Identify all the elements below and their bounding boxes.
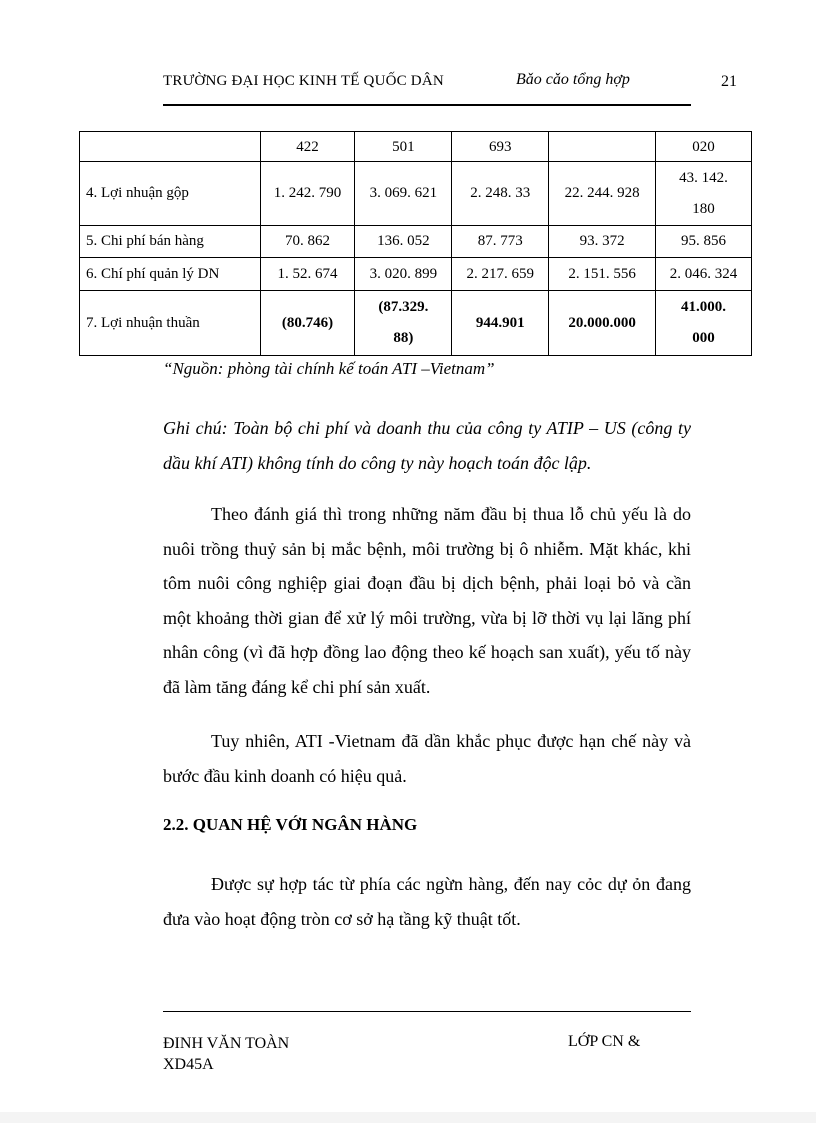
table-cell: 1. 52. 674: [260, 258, 355, 291]
paragraph: Tuy nhiên, ATI -Vietnam đã dần khắc phục được hạn chế này và bước đầu kinh doanh có hiệu quả.: [163, 731, 691, 786]
table-cell: 2. 248. 33: [452, 162, 549, 226]
footer-author: [163, 1033, 289, 1075]
row-label-admin-expense: 6. Chí phí quản lý DN: [80, 258, 261, 291]
table-cell: 1. 242. 790: [260, 162, 355, 226]
table-note: Ghi chú: Toàn bộ chi phí và doanh thu của công ty ATIP – US (công ty dầu khí ATI) không tính do công ty này hoạch toán độc lập.: [163, 418, 691, 473]
table-cell: 020: [656, 132, 752, 162]
cell-line: (87.329.: [378, 299, 429, 315]
paragraph: Theo đánh giá thì trong những năm đầu bị thua lỗ chủ yếu là do nuôi trồng thuỷ sản bị mắc bệnh, môi trường bị ô nhiễm. Mặt khác, khi tôm nuôi công nghiệp giai đoạn đầu bị dịch bệnh, phải loại bỏ và cần một khoảng thời gian để xử lý môi trường, vừa bị lỡ thời vụ lại lãng phí nhân công (vì đã hợp đồng lao động theo kế hoạch san xuất), yếu tố này đã làm tăng đáng kể chi phí sản xuất.: [163, 504, 691, 697]
header-university: TRƯỜNG ĐẠI HỌC KINH TẾ QUỐC DÂN: [163, 73, 444, 89]
table-cell: 693: [452, 132, 549, 162]
paragraph: Được sự hợp tác từ phía các ngừn hàng, đến nay cỏc dự ỏn đang đưa vào hoạt động tròn cơ sở hạ tầng kỹ thuật tốt.: [163, 874, 691, 929]
table-cell: 3. 020. 899: [355, 258, 452, 291]
table-cell: [656, 162, 752, 226]
table-cell: 87. 773: [452, 226, 549, 258]
table-row: [80, 291, 752, 356]
table-cell: 3. 069. 621: [355, 162, 452, 226]
footer-class: LỚP CN &: [568, 1033, 641, 1050]
table-cell: [80, 132, 261, 162]
cell-line: 000: [692, 330, 715, 346]
table-cell: 2. 217. 659: [452, 258, 549, 291]
row-label-selling-expense: 5. Chi phí bán hàng: [80, 226, 261, 258]
cell-line: 43. 142.: [679, 169, 728, 186]
table-cell: [656, 291, 752, 356]
table-cell: [355, 291, 452, 356]
cell-line: 88): [393, 330, 414, 346]
financial-table: [79, 131, 752, 356]
footer-author-class-code: XD45A: [163, 1056, 214, 1073]
table-row: [80, 226, 752, 258]
footer-author-name: ĐINH VĂN TOÀN: [163, 1035, 290, 1052]
table-cell: 95. 856: [656, 226, 752, 258]
table-cell: 70. 862: [260, 226, 355, 258]
table-row: [80, 258, 752, 291]
row-label-gross-profit: 4. Lợi nhuận gộp: [80, 162, 261, 226]
table-cell: 422: [260, 132, 355, 162]
table-cell: [549, 132, 656, 162]
table-row: [80, 132, 752, 162]
cell-line: 41.000.: [681, 299, 727, 315]
table-cell: 2. 046. 324: [656, 258, 752, 291]
table-cell: 2. 151. 556: [549, 258, 656, 291]
header-report-title: Bǎo cǎo tổng hợp: [516, 71, 630, 88]
row-label-net-profit: 7. Lợi nhuận thuần: [80, 291, 261, 356]
table-cell: (80.746): [260, 291, 355, 356]
page-header: [163, 70, 691, 106]
section-heading: 2.2. QUAN HỆ VỚI NGÂN HÀNG: [163, 815, 418, 834]
table-cell: 136. 052: [355, 226, 452, 258]
page-bottom-edge: [0, 1112, 816, 1123]
table-cell: 22. 244. 928: [549, 162, 656, 226]
table-source: “Nguồn: phòng tài chính kế toán ATI –Vietnam”: [163, 359, 495, 378]
table-cell: 501: [355, 132, 452, 162]
table-row: [80, 162, 752, 226]
table-cell: 20.000.000: [549, 291, 656, 356]
footer-divider: [163, 1011, 691, 1012]
page-number: 21: [721, 73, 737, 90]
table-cell: 944.901: [452, 291, 549, 356]
table-cell: 93. 372: [549, 226, 656, 258]
cell-line: 180: [692, 200, 715, 217]
